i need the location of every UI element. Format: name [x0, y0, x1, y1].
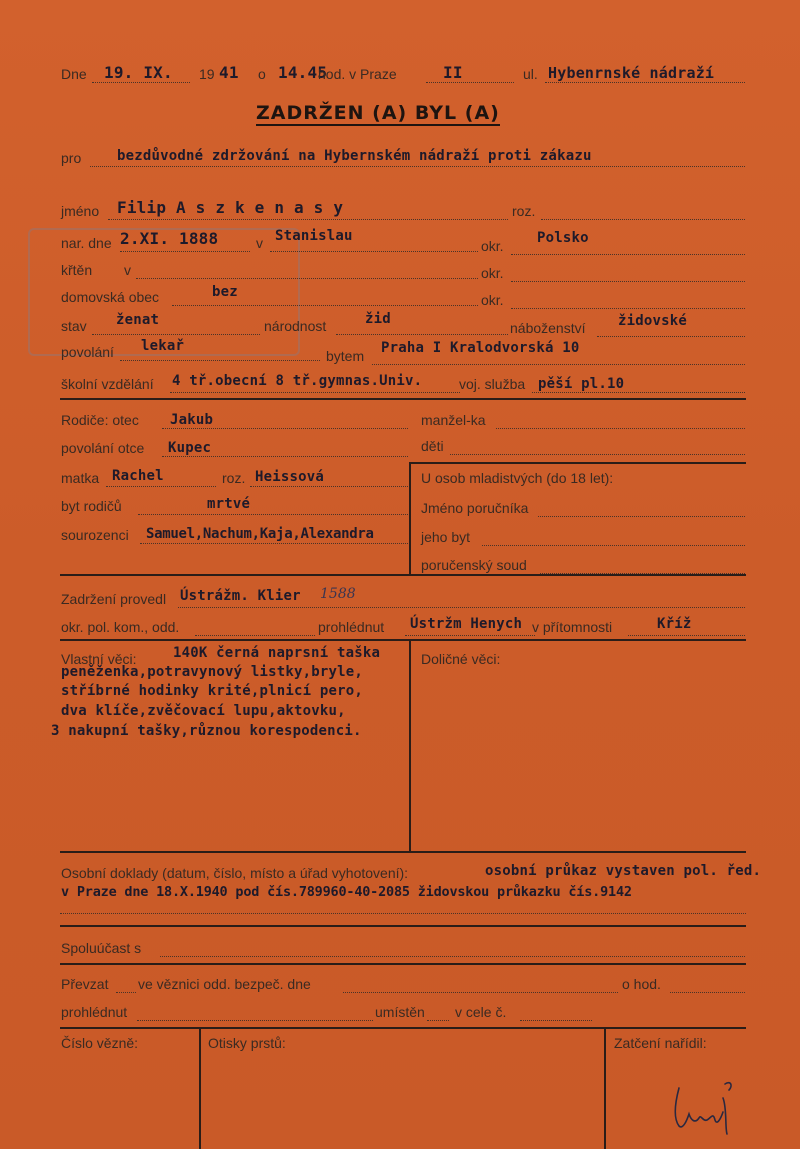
district: II	[443, 63, 463, 82]
bytem-value: Praha I Kralodvorská 10	[381, 340, 580, 356]
vlastni-line-5: 3 nakupní tašky,různou korespodenci.	[51, 723, 362, 739]
domovska-value: bez	[212, 284, 238, 300]
okr3-label: okr.	[481, 292, 504, 308]
pritomnosti-value: Kříž	[657, 616, 692, 632]
vlastni-line-1: 140K černá naprsní taška	[173, 645, 381, 661]
otisky-label: Otisky prstů:	[208, 1035, 286, 1051]
vlastni-label: Vlastní věci:	[61, 651, 137, 667]
sourozenci-value: Samuel,Nachum,Kaja,Alexandra	[146, 526, 374, 542]
jeho-byt-label: jeho byt	[421, 529, 471, 545]
zatceni-label: Zatčení nařídil:	[614, 1035, 707, 1051]
prevzat-label: Převzat	[61, 976, 109, 992]
vlastni-line-2: peněženka,potravynový listky,bryle,	[61, 664, 364, 680]
minors-title: U osob mladistvých (do 18 let):	[421, 470, 614, 486]
cislo-vezne-label: Číslo vězně:	[61, 1035, 139, 1051]
dne-label: Dne	[61, 66, 87, 82]
dolicne-label: Doličné věci:	[421, 651, 501, 667]
birthplace: Stanislau	[275, 228, 353, 244]
okr2-label: okr.	[481, 265, 504, 281]
matka-label: matka	[61, 470, 100, 486]
stav-label: stav	[61, 318, 87, 334]
stav-value: ženat	[116, 312, 160, 328]
reason-value: bezdůvodné zdržování na Hybernském nádraží proti zákazu	[117, 148, 592, 164]
doklady-line-2: v Praze dne 18.X.1940 pod čís.789960-40-2085 židovskou průkazku čís.9142	[61, 884, 632, 900]
narodnost-label: národnost	[264, 318, 327, 334]
nar-label: nar. dne	[61, 235, 112, 251]
povolani-otce-label: povolání otce	[61, 440, 145, 456]
provedl-number: 1588	[320, 586, 356, 602]
reason-label: pro	[61, 150, 82, 166]
prohlednut-label: prohlédnut	[318, 619, 385, 635]
doklady-label: Osobní doklady (datum, číslo, místo a úřad vyhotovení):	[61, 865, 409, 881]
matka-roz-value: Heissová	[255, 469, 325, 485]
okr-value: Polsko	[537, 230, 589, 246]
doklady-line-1: osobní průkaz vystaven pol. řed.	[485, 863, 762, 879]
form-title: ZADRŽEN (A) BYL (A)	[256, 102, 500, 124]
arrest-time: 14.45	[278, 63, 328, 82]
vlastni-line-4: dva klíče,zvěčovací lupu,aktovku,	[61, 703, 346, 719]
arrest-year: 41	[219, 63, 239, 82]
o-label: o	[258, 66, 266, 82]
cele-label: v cele č.	[455, 1004, 507, 1020]
vzdelani-value: 4 tř.obecní 8 tř.gymnas.Univ.	[172, 373, 423, 389]
matka-value: Rachel	[112, 468, 164, 484]
veznici-label: ve věznici odd. bezpeč. dne	[138, 976, 311, 992]
signature	[665, 1068, 745, 1138]
povolani-label: povolání	[61, 344, 114, 360]
domovska-label: domovská obec	[61, 289, 160, 305]
year-prefix: 19	[199, 66, 215, 82]
rodice-label: Rodiče: otec	[61, 412, 139, 428]
povolani-otce-value: Kupec	[168, 440, 212, 456]
divider	[60, 398, 746, 400]
voj-value: pěší pl.10	[538, 376, 625, 392]
nabozenstvi-label: náboženství	[510, 320, 586, 336]
arrest-date: 19. IX.	[104, 63, 173, 82]
matka-roz-label: roz.	[222, 470, 246, 486]
jmeno-value: Filip A s z k e n a s y	[117, 198, 344, 217]
manzel-label: manžel-ka	[421, 412, 486, 428]
deti-label: děti	[421, 438, 444, 454]
pritomnosti-label: v přítomnosti	[532, 619, 613, 635]
nar-v-label: v	[256, 235, 263, 251]
street: Hybenrnské nádraží	[548, 64, 715, 82]
hod-label: hod. v Praze	[318, 66, 397, 82]
krten-v: v	[124, 262, 131, 278]
nabozenstvi-value: židovské	[618, 313, 688, 329]
jmeno-label: jméno	[61, 203, 100, 219]
provedl-label: Zadržení provedl	[61, 591, 167, 607]
vzdelani-label: školní vzdělání	[61, 376, 154, 392]
roz-label: roz.	[512, 203, 536, 219]
narodnost-value: žid	[365, 311, 391, 327]
povolani-value: lekař	[141, 338, 185, 354]
okr-label: okr.	[481, 238, 504, 254]
okr-kom-label: okr. pol. kom., odd.	[61, 619, 180, 635]
byt-label: byt rodičů	[61, 498, 122, 514]
otec-value: Jakub	[170, 412, 214, 428]
umisten-label: umístěn	[375, 1004, 425, 1020]
vlastni-line-3: stříbrné hodinky krité,plnicí pero,	[61, 683, 364, 699]
porucnik-label: Jméno poručníka	[421, 500, 529, 516]
prohlednut-value: Ústržm Henych	[410, 616, 523, 632]
krten-label: křtěn	[61, 262, 93, 278]
o-hod-label: o hod.	[622, 976, 661, 992]
bytem-label: bytem	[326, 348, 365, 364]
ul-label: ul.	[523, 66, 538, 82]
byt-value: mrtvé	[207, 496, 251, 512]
soud-label: poručenský soud	[421, 557, 527, 573]
voj-label: voj. služba	[459, 376, 526, 392]
nar-date: 2.XI. 1888	[120, 229, 219, 248]
spoluucast-label: Spoluúčast s	[61, 940, 142, 956]
prohlednut2-label: prohlédnut	[61, 1004, 128, 1020]
sourozenci-label: sourozenci	[61, 527, 129, 543]
provedl-value: Ústrážm. Klier	[180, 588, 301, 604]
